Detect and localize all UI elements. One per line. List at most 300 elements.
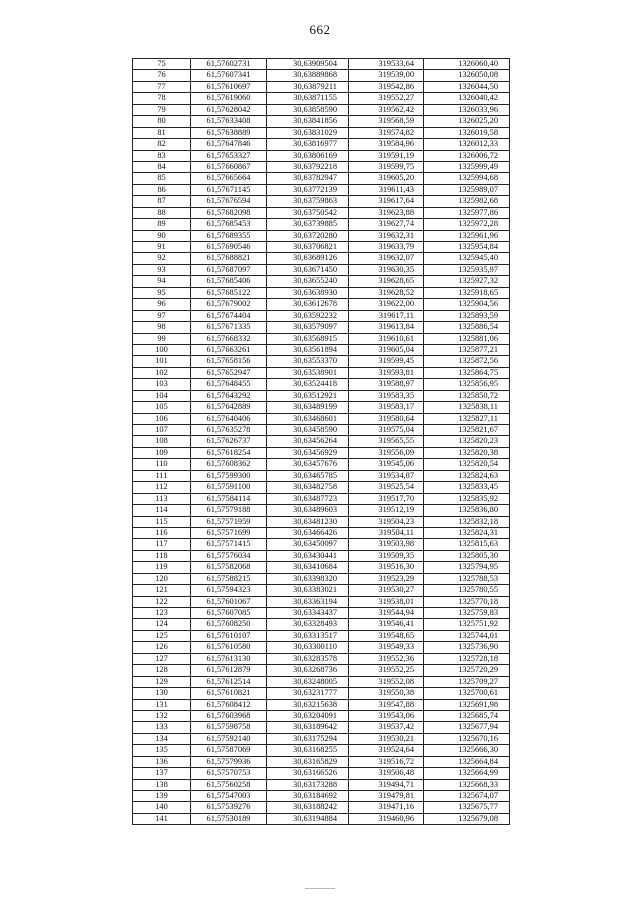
x-coordinate-cell: 319516,30 [349,562,424,573]
latitude-cell: 61,57619060 [191,93,267,104]
point-number-cell: 120 [133,573,191,584]
y-coordinate-cell: 1325691,98 [424,699,510,710]
latitude-cell: 61,57643292 [191,390,267,401]
table-row [133,150,510,161]
longitude-cell: 30,63879211 [267,81,349,92]
x-coordinate-cell: 319524,64 [349,745,424,756]
y-coordinate-cell: 1325935,97 [424,264,510,275]
table-row [133,562,510,573]
longitude-cell: 30,63638930 [267,287,349,298]
point-number-cell: 95 [133,287,191,298]
longitude-cell: 30,63168255 [267,745,349,756]
latitude-cell: 61,57570753 [191,768,267,779]
point-number-cell: 77 [133,81,191,92]
longitude-cell: 30,63194884 [267,813,349,824]
y-coordinate-cell: 1325945,40 [424,253,510,264]
point-number-cell: 111 [133,470,191,481]
latitude-cell: 61,57560258 [191,779,267,790]
point-number-cell: 76 [133,70,191,81]
table-row [133,276,510,287]
y-coordinate-cell: 1326044,50 [424,81,510,92]
longitude-cell: 30,63655240 [267,276,349,287]
table-row [133,596,510,607]
table-row [133,608,510,619]
table-row [133,688,510,699]
table-row [133,619,510,630]
y-coordinate-cell: 1325864,75 [424,367,510,378]
latitude-cell: 61,57530189 [191,813,267,824]
x-coordinate-cell: 319504,23 [349,516,424,527]
point-number-cell: 137 [133,768,191,779]
longitude-cell: 30,63689126 [267,253,349,264]
longitude-cell: 30,63909504 [267,59,349,70]
latitude-cell: 61,57663261 [191,344,267,355]
latitude-cell: 61,57653327 [191,150,267,161]
latitude-cell: 61,57685406 [191,276,267,287]
latitude-cell: 61,57547003 [191,791,267,802]
x-coordinate-cell: 319546,41 [349,619,424,630]
point-number-cell: 138 [133,779,191,790]
table-row [133,482,510,493]
point-number-cell: 115 [133,516,191,527]
table-row [133,253,510,264]
x-coordinate-cell: 319623,88 [349,207,424,218]
table-row [133,813,510,824]
table-row [133,127,510,138]
table-row [133,802,510,813]
point-number-cell: 91 [133,242,191,253]
point-number-cell: 105 [133,402,191,413]
longitude-cell: 30,63671450 [267,264,349,275]
point-number-cell: 102 [133,367,191,378]
table-row [133,642,510,653]
point-number-cell: 117 [133,539,191,550]
y-coordinate-cell: 1326012,33 [424,139,510,150]
point-number-cell: 94 [133,276,191,287]
x-coordinate-cell: 319549,33 [349,642,424,653]
x-coordinate-cell: 319494,71 [349,779,424,790]
y-coordinate-cell: 1325972,28 [424,219,510,230]
latitude-cell: 61,57671145 [191,184,267,195]
y-coordinate-cell: 1325700,61 [424,688,510,699]
table-row [133,104,510,115]
table-row [133,333,510,344]
latitude-cell: 61,57660867 [191,161,267,172]
x-coordinate-cell: 319516,72 [349,756,424,767]
x-coordinate-cell: 319550,38 [349,688,424,699]
longitude-cell: 30,63871155 [267,93,349,104]
x-coordinate-cell: 319460,96 [349,813,424,824]
point-number-cell: 131 [133,699,191,710]
x-coordinate-cell: 319552,27 [349,93,424,104]
x-coordinate-cell: 319506,48 [349,768,424,779]
y-coordinate-cell: 1325728,18 [424,653,510,664]
table-row [133,264,510,275]
latitude-cell: 61,57576034 [191,550,267,561]
y-coordinate-cell: 1325664,99 [424,768,510,779]
point-number-cell: 98 [133,322,191,333]
latitude-cell: 61,57647846 [191,139,267,150]
x-coordinate-cell: 319617,11 [349,310,424,321]
latitude-cell: 61,57638889 [191,127,267,138]
point-number-cell: 101 [133,356,191,367]
longitude-cell: 30,63568915 [267,333,349,344]
y-coordinate-cell: 1326040,42 [424,93,510,104]
table-row [133,367,510,378]
longitude-cell: 30,63816977 [267,139,349,150]
y-coordinate-cell: 1325954,84 [424,242,510,253]
point-number-cell: 106 [133,413,191,424]
table-row [133,459,510,470]
point-number-cell: 118 [133,550,191,561]
x-coordinate-cell: 319504,11 [349,527,424,538]
x-coordinate-cell: 319556,09 [349,447,424,458]
longitude-cell: 30,63189642 [267,722,349,733]
x-coordinate-cell: 319523,29 [349,573,424,584]
longitude-cell: 30,63328493 [267,619,349,630]
longitude-cell: 30,63512921 [267,390,349,401]
longitude-cell: 30,63720280 [267,230,349,241]
latitude-cell: 61,57610107 [191,630,267,641]
y-coordinate-cell: 1325982,68 [424,196,510,207]
point-number-cell: 128 [133,665,191,676]
table-row [133,527,510,538]
latitude-cell: 61,57676594 [191,196,267,207]
longitude-cell: 30,63553370 [267,356,349,367]
table-row [133,665,510,676]
latitude-cell: 61,57601067 [191,596,267,607]
latitude-cell: 61,57679002 [191,299,267,310]
table-row [133,768,510,779]
x-coordinate-cell: 319617,64 [349,196,424,207]
point-number-cell: 125 [133,630,191,641]
latitude-cell: 61,57610580 [191,642,267,653]
x-coordinate-cell: 319599,75 [349,161,424,172]
x-coordinate-cell: 319525,54 [349,482,424,493]
x-coordinate-cell: 319533,64 [349,59,424,70]
latitude-cell: 61,57539276 [191,802,267,813]
table-row [133,196,510,207]
table-row [133,779,510,790]
point-number-cell: 103 [133,379,191,390]
latitude-cell: 61,57608362 [191,459,267,470]
x-coordinate-cell: 319552,08 [349,676,424,687]
longitude-cell: 30,63612678 [267,299,349,310]
y-coordinate-cell: 1325679,08 [424,813,510,824]
x-coordinate-cell: 319568,59 [349,116,424,127]
table-row [133,585,510,596]
point-number-cell: 121 [133,585,191,596]
table-row [133,447,510,458]
point-number-cell: 85 [133,173,191,184]
longitude-cell: 30,63487723 [267,493,349,504]
x-coordinate-cell: 319632,31 [349,230,424,241]
x-coordinate-cell: 319544,94 [349,608,424,619]
x-coordinate-cell: 319471,16 [349,802,424,813]
x-coordinate-cell: 319580,64 [349,413,424,424]
y-coordinate-cell: 1325759,83 [424,608,510,619]
y-coordinate-cell: 1325751,92 [424,619,510,630]
latitude-cell: 61,57598758 [191,722,267,733]
latitude-cell: 61,57579936 [191,756,267,767]
longitude-cell: 30,63456264 [267,436,349,447]
latitude-cell: 61,57658156 [191,356,267,367]
longitude-cell: 30,63466426 [267,527,349,538]
table-row [133,356,510,367]
x-coordinate-cell: 319632,07 [349,253,424,264]
table-row [133,184,510,195]
latitude-cell: 61,57688821 [191,253,267,264]
point-number-cell: 141 [133,813,191,824]
point-number-cell: 116 [133,527,191,538]
point-number-cell: 108 [133,436,191,447]
longitude-cell: 30,63468601 [267,413,349,424]
x-coordinate-cell: 319534,87 [349,470,424,481]
point-number-cell: 135 [133,745,191,756]
x-coordinate-cell: 319593,81 [349,367,424,378]
point-number-cell: 134 [133,733,191,744]
y-coordinate-cell: 1325827,11 [424,413,510,424]
longitude-cell: 30,63481230 [267,516,349,527]
y-coordinate-cell: 1325999,49 [424,161,510,172]
table-row [133,287,510,298]
latitude-cell: 61,57628042 [191,104,267,115]
y-coordinate-cell: 1325780,55 [424,585,510,596]
x-coordinate-cell: 319599,45 [349,356,424,367]
latitude-cell: 61,57668332 [191,333,267,344]
x-coordinate-cell: 319574,82 [349,127,424,138]
point-number-cell: 93 [133,264,191,275]
x-coordinate-cell: 319542,86 [349,81,424,92]
x-coordinate-cell: 319509,35 [349,550,424,561]
y-coordinate-cell: 1326019,58 [424,127,510,138]
footer-rule [305,888,335,889]
x-coordinate-cell: 319530,27 [349,585,424,596]
y-coordinate-cell: 1325668,33 [424,779,510,790]
table-row [133,505,510,516]
y-coordinate-cell: 1326060,40 [424,59,510,70]
y-coordinate-cell: 1325794,95 [424,562,510,573]
x-coordinate-cell: 319591,19 [349,150,424,161]
y-coordinate-cell: 1325838,11 [424,402,510,413]
point-number-cell: 133 [133,722,191,733]
y-coordinate-cell: 1325994,68 [424,173,510,184]
table-row [133,299,510,310]
longitude-cell: 30,63841856 [267,116,349,127]
point-number-cell: 92 [133,253,191,264]
longitude-cell: 30,63792218 [267,161,349,172]
x-coordinate-cell: 319548,65 [349,630,424,641]
table-row [133,207,510,218]
longitude-cell: 30,63173288 [267,779,349,790]
latitude-cell: 61,57665664 [191,173,267,184]
point-number-cell: 126 [133,642,191,653]
y-coordinate-cell: 1326025,20 [424,116,510,127]
point-number-cell: 88 [133,207,191,218]
latitude-cell: 61,57603968 [191,710,267,721]
x-coordinate-cell: 319583,35 [349,390,424,401]
longitude-cell: 30,63579097 [267,322,349,333]
latitude-cell: 61,57618254 [191,447,267,458]
point-number-cell: 97 [133,310,191,321]
longitude-cell: 30,63283578 [267,653,349,664]
y-coordinate-cell: 1325856,95 [424,379,510,390]
longitude-cell: 30,63592232 [267,310,349,321]
point-number-cell: 119 [133,562,191,573]
table-row [133,344,510,355]
x-coordinate-cell: 319627,74 [349,219,424,230]
x-coordinate-cell: 319611,43 [349,184,424,195]
latitude-cell: 61,57608412 [191,699,267,710]
table-row [133,173,510,184]
latitude-cell: 61,57640406 [191,413,267,424]
point-number-cell: 127 [133,653,191,664]
x-coordinate-cell: 319479,81 [349,791,424,802]
table-row [133,745,510,756]
latitude-cell: 61,57602731 [191,59,267,70]
longitude-cell: 30,63457676 [267,459,349,470]
table-row [133,219,510,230]
y-coordinate-cell: 1325821,67 [424,425,510,436]
point-number-cell: 99 [133,333,191,344]
table-row [133,390,510,401]
y-coordinate-cell: 1325736,90 [424,642,510,653]
latitude-cell: 61,57607085 [191,608,267,619]
point-number-cell: 130 [133,688,191,699]
y-coordinate-cell: 1325824,31 [424,527,510,538]
x-coordinate-cell: 319503,98 [349,539,424,550]
table-row [133,436,510,447]
latitude-cell: 61,57571959 [191,516,267,527]
point-number-cell: 112 [133,482,191,493]
longitude-cell: 30,63489199 [267,402,349,413]
table-row [133,539,510,550]
longitude-cell: 30,63398320 [267,573,349,584]
latitude-cell: 61,57607341 [191,70,267,81]
point-number-cell: 79 [133,104,191,115]
longitude-cell: 30,63482758 [267,482,349,493]
y-coordinate-cell: 1325832,18 [424,516,510,527]
y-coordinate-cell: 1325709,27 [424,676,510,687]
table-row [133,242,510,253]
longitude-cell: 30,63165829 [267,756,349,767]
table-row [133,550,510,561]
table-row [133,710,510,721]
latitude-cell: 61,57579188 [191,505,267,516]
y-coordinate-cell: 1326006,72 [424,150,510,161]
longitude-cell: 30,63858590 [267,104,349,115]
point-number-cell: 136 [133,756,191,767]
y-coordinate-cell: 1325685,74 [424,710,510,721]
table-row [133,573,510,584]
y-coordinate-cell: 1325720,29 [424,665,510,676]
longitude-cell: 30,63363194 [267,596,349,607]
point-number-cell: 113 [133,493,191,504]
latitude-cell: 61,57633408 [191,116,267,127]
page-number: 662 [309,22,331,37]
x-coordinate-cell: 319562,42 [349,104,424,115]
x-coordinate-cell: 319610,61 [349,333,424,344]
point-number-cell: 139 [133,791,191,802]
point-number-cell: 104 [133,390,191,401]
latitude-cell: 61,57610697 [191,81,267,92]
latitude-cell: 61,57612879 [191,665,267,676]
point-number-cell: 75 [133,59,191,70]
longitude-cell: 30,63184692 [267,791,349,802]
longitude-cell: 30,63739885 [267,219,349,230]
point-number-cell: 82 [133,139,191,150]
table-row [133,516,510,527]
latitude-cell: 61,57685453 [191,219,267,230]
table-row [133,161,510,172]
latitude-cell: 61,57612514 [191,676,267,687]
table-row [133,70,510,81]
longitude-cell: 30,63300110 [267,642,349,653]
longitude-cell: 30,63204091 [267,710,349,721]
x-coordinate-cell: 319545,06 [349,459,424,470]
x-coordinate-cell: 319543,06 [349,710,424,721]
table-row [133,413,510,424]
x-coordinate-cell: 319552,36 [349,653,424,664]
x-coordinate-cell: 319552,25 [349,665,424,676]
y-coordinate-cell: 1325770,18 [424,596,510,607]
table-row [133,756,510,767]
latitude-cell: 61,57648455 [191,379,267,390]
x-coordinate-cell: 319517,70 [349,493,424,504]
longitude-cell: 30,63231777 [267,688,349,699]
y-coordinate-cell: 1325872,56 [424,356,510,367]
table-row [133,402,510,413]
y-coordinate-cell: 1325961,96 [424,230,510,241]
longitude-cell: 30,63313517 [267,630,349,641]
x-coordinate-cell: 319628,65 [349,276,424,287]
longitude-cell: 30,63706821 [267,242,349,253]
y-coordinate-cell: 1325918,65 [424,287,510,298]
latitude-cell: 61,57690546 [191,242,267,253]
y-coordinate-cell: 1325836,80 [424,505,510,516]
coordinate-table [132,58,510,825]
longitude-cell: 30,63248005 [267,676,349,687]
longitude-cell: 30,63782947 [267,173,349,184]
table-row [133,699,510,710]
longitude-cell: 30,63489603 [267,505,349,516]
x-coordinate-cell: 319538,01 [349,596,424,607]
longitude-cell: 30,63383021 [267,585,349,596]
x-coordinate-cell: 319583,17 [349,402,424,413]
longitude-cell: 30,63430441 [267,550,349,561]
point-number-cell: 78 [133,93,191,104]
longitude-cell: 30,63166526 [267,768,349,779]
point-number-cell: 122 [133,596,191,607]
table-row [133,493,510,504]
table-row [133,470,510,481]
table-row [133,630,510,641]
y-coordinate-cell: 1325820,23 [424,436,510,447]
latitude-cell: 61,57587069 [191,745,267,756]
latitude-cell: 61,57687097 [191,264,267,275]
longitude-cell: 30,63458590 [267,425,349,436]
point-number-cell: 100 [133,344,191,355]
latitude-cell: 61,57682098 [191,207,267,218]
longitude-cell: 30,63831029 [267,127,349,138]
table-row [133,322,510,333]
longitude-cell: 30,63188242 [267,802,349,813]
latitude-cell: 61,57685122 [191,287,267,298]
y-coordinate-cell: 1326033,96 [424,104,510,115]
latitude-cell: 61,57635278 [191,425,267,436]
latitude-cell: 61,57652947 [191,367,267,378]
longitude-cell: 30,63410684 [267,562,349,573]
